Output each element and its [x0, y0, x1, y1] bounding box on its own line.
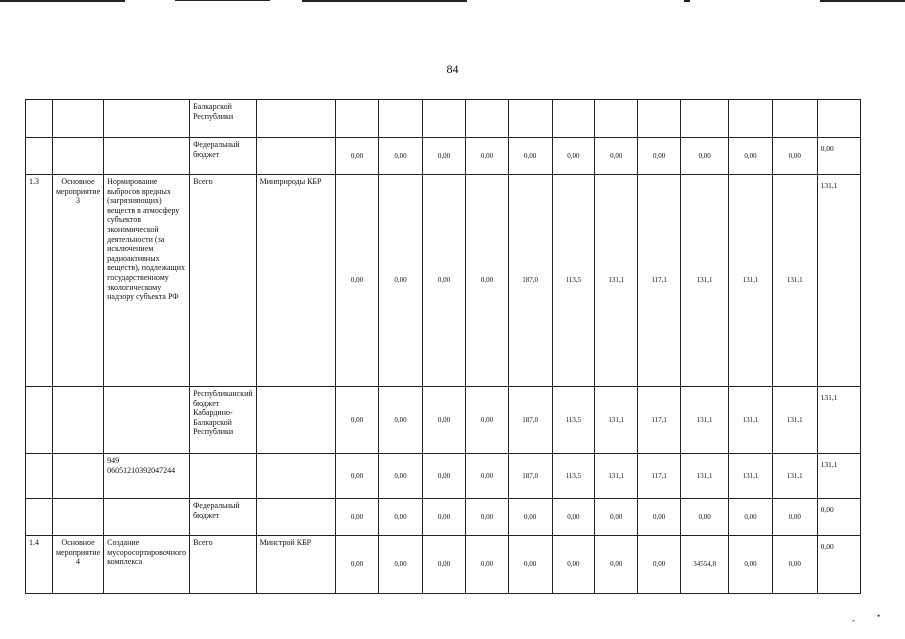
- measure-type-cell: [52, 100, 103, 138]
- value-cell: 0,00: [638, 499, 681, 536]
- value-cell: 131,1: [681, 175, 729, 387]
- value-cell: [681, 100, 729, 138]
- scan-edge-mark: [820, 0, 905, 2]
- value-cell: 187,0: [508, 387, 552, 454]
- responsible-cell: [256, 499, 335, 536]
- responsible-cell: [256, 387, 335, 454]
- value-cell: 117,1: [638, 175, 681, 387]
- value-cell: 0,00: [772, 536, 817, 594]
- value-cell: 0,00: [335, 454, 378, 499]
- value-cell: 0,00: [552, 499, 595, 536]
- value-cell: 0,00: [681, 499, 729, 536]
- table-row: [26, 100, 905, 138]
- scan-edge-mark: [684, 0, 690, 2]
- value-cell: 131,1: [817, 175, 861, 387]
- value-cell: [595, 100, 638, 138]
- value-cell: 0,00: [379, 387, 422, 454]
- value-cell: 0,00: [508, 499, 552, 536]
- funding-source-cell: Всего: [190, 536, 257, 594]
- value-cell: 131,1: [595, 387, 638, 454]
- value-cell: 117,1: [638, 387, 681, 454]
- value-cell: 0,00: [422, 536, 465, 594]
- value-cell: 0,00: [729, 138, 773, 175]
- value-cell: 0,00: [422, 499, 465, 536]
- value-cell: 0,00: [817, 499, 861, 536]
- measure-name-cell: [104, 100, 190, 138]
- value-cell: 117,1: [638, 454, 681, 499]
- value-cell: 131,1: [681, 454, 729, 499]
- value-cell: 0,00: [817, 138, 861, 175]
- responsible-cell: [256, 138, 335, 175]
- value-cell: 0,00: [729, 536, 773, 594]
- value-cell: 131,1: [595, 454, 638, 499]
- funding-source-cell: Всего: [190, 175, 257, 387]
- value-cell: [379, 100, 422, 138]
- value-cell: 0,00: [466, 175, 509, 387]
- value-cell: 0,00: [595, 138, 638, 175]
- value-cell: [552, 100, 595, 138]
- index-cell: [26, 499, 53, 536]
- value-cell: 0,00: [508, 536, 552, 594]
- responsible-cell: [256, 100, 335, 138]
- measure-type-cell: [52, 499, 103, 536]
- value-cell: 131,1: [817, 387, 861, 454]
- table-row: [26, 536, 905, 594]
- responsible-cell: Минприроды КБР: [256, 175, 335, 387]
- value-cell: [638, 100, 681, 138]
- scan-edge-mark: [302, 0, 467, 2]
- value-cell: 0,00: [729, 499, 773, 536]
- table-row: [26, 454, 905, 499]
- value-cell: 0,00: [422, 138, 465, 175]
- table-row: [26, 387, 905, 454]
- measure-name-cell: Создание мусоросортировочного комплекса: [104, 536, 190, 594]
- value-cell: 131,1: [772, 175, 817, 387]
- index-cell: [26, 100, 53, 138]
- scan-speck: -: [852, 615, 855, 625]
- measure-name-cell: 949 06051210392047244: [104, 454, 190, 499]
- measure-type-cell: Основное мероприятие 4: [52, 536, 103, 594]
- value-cell: 0,00: [422, 454, 465, 499]
- value-cell: 0,00: [595, 536, 638, 594]
- funding-source-cell: [190, 454, 257, 499]
- value-cell: 0,00: [552, 536, 595, 594]
- value-cell: [817, 100, 861, 138]
- value-cell: 131,1: [729, 175, 773, 387]
- table-row: [26, 499, 905, 536]
- funding-source-cell: Федеральный бюджет: [190, 499, 257, 536]
- value-cell: 34554,8: [681, 536, 729, 594]
- measure-name-cell: Нормирование выбросов вредных (загрязняющих) веществ в атмосферу субъектов экономической деятельности (за исключением радиоактивных веществ), подлежащих государственному экологическому надзору субъекта РФ: [104, 175, 190, 387]
- value-cell: 0,00: [335, 138, 378, 175]
- measure-type-cell: [52, 387, 103, 454]
- responsible-cell: Минстрой КБР: [256, 536, 335, 594]
- value-cell: 0,00: [508, 138, 552, 175]
- page-number: 84: [446, 62, 459, 76]
- index-cell: [26, 387, 53, 454]
- value-cell: 0,00: [466, 536, 509, 594]
- value-cell: 0,00: [379, 454, 422, 499]
- measure-type-cell: [52, 454, 103, 499]
- value-cell: [422, 100, 465, 138]
- value-cell: 0,00: [335, 387, 378, 454]
- value-cell: [729, 100, 773, 138]
- value-cell: 187,0: [508, 454, 552, 499]
- value-cell: 0,00: [466, 454, 509, 499]
- value-cell: 131,1: [595, 175, 638, 387]
- index-cell: [26, 138, 53, 175]
- value-cell: [508, 100, 552, 138]
- value-cell: 0,00: [379, 536, 422, 594]
- value-cell: 0,00: [595, 499, 638, 536]
- value-cell: 131,1: [681, 387, 729, 454]
- value-cell: 131,1: [729, 454, 773, 499]
- measure-name-cell: [104, 499, 190, 536]
- scan-edge-mark: [175, 0, 270, 1]
- measure-name-cell: [104, 387, 190, 454]
- value-cell: 0,00: [466, 499, 509, 536]
- value-cell: 0,00: [638, 536, 681, 594]
- value-cell: 0,00: [552, 138, 595, 175]
- index-cell: [26, 454, 53, 499]
- value-cell: 0,00: [335, 175, 378, 387]
- value-cell: 0,00: [681, 138, 729, 175]
- scan-speck: •: [877, 611, 881, 621]
- value-cell: 0,00: [638, 138, 681, 175]
- measure-type-cell: [52, 138, 103, 175]
- value-cell: 0,00: [335, 536, 378, 594]
- funding-source-cell: Республиканский бюджет Кабардино-Балкарской Республики: [190, 387, 257, 454]
- value-cell: 0,00: [466, 387, 509, 454]
- funding-source-cell: Федеральный бюджет: [190, 138, 257, 175]
- value-cell: [466, 100, 509, 138]
- value-cell: 0,00: [772, 138, 817, 175]
- value-cell: 131,1: [772, 454, 817, 499]
- table-row: [26, 138, 905, 175]
- value-cell: 131,1: [817, 454, 861, 499]
- value-cell: 0,00: [817, 536, 861, 594]
- value-cell: 187,0: [508, 175, 552, 387]
- funding-source-cell: Балкарской Республики: [190, 100, 257, 138]
- measure-type-cell: Основное мероприятие 3: [52, 175, 103, 387]
- value-cell: 131,1: [772, 387, 817, 454]
- budget-table: [25, 99, 905, 594]
- value-cell: 113,5: [552, 454, 595, 499]
- value-cell: 0,00: [772, 499, 817, 536]
- value-cell: 113,5: [552, 387, 595, 454]
- value-cell: 113,5: [552, 175, 595, 387]
- index-cell: 1.4: [26, 536, 53, 594]
- measure-name-cell: [104, 138, 190, 175]
- responsible-cell: [256, 454, 335, 499]
- value-cell: 0,00: [335, 499, 378, 536]
- value-cell: [772, 100, 817, 138]
- value-cell: 0,00: [379, 499, 422, 536]
- value-cell: 0,00: [422, 387, 465, 454]
- value-cell: 0,00: [466, 138, 509, 175]
- value-cell: 0,00: [379, 138, 422, 175]
- value-cell: 0,00: [379, 175, 422, 387]
- value-cell: 0,00: [422, 175, 465, 387]
- value-cell: [335, 100, 378, 138]
- index-cell: 1.3: [26, 175, 53, 387]
- scan-edge-mark: [0, 0, 125, 2]
- value-cell: 131,1: [729, 387, 773, 454]
- table-row: [26, 175, 905, 387]
